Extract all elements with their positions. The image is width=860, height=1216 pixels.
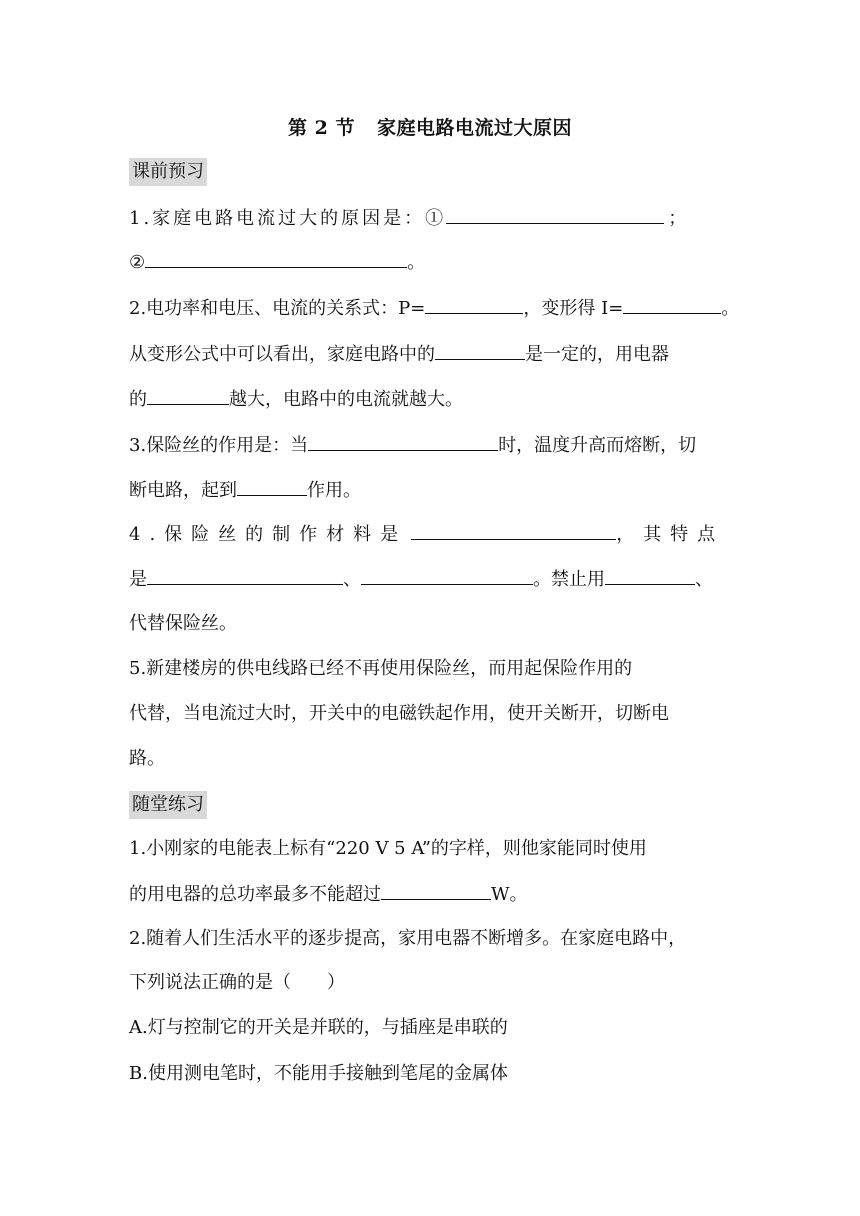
preview-q2-text-d: 从变形公式中可以看出，家庭电路中的 <box>129 344 435 365</box>
preview-q5-line1: 5.新建楼房的供电线路已经不再使用保险丝，而用起保险作用的 <box>129 658 633 679</box>
preview-q2-line3 <box>129 384 729 415</box>
preview-q1-text: 1.家庭电路电流过大的原因是：① <box>129 208 447 229</box>
answer-blank[interactable] <box>411 519 616 540</box>
preview-q2-line1 <box>129 293 740 324</box>
practice-q2-option-b: B.使用测电笔时，不能用手接触到笔尾的金属体 <box>129 1063 508 1084</box>
preview-q4-line1 <box>129 519 729 550</box>
preview-q3-text-d: 作用。 <box>307 480 361 501</box>
practice-q2-option-a: A.灯与控制它的开关是并联的，与插座是串联的 <box>129 1017 508 1038</box>
preview-q2-text-f: 的 <box>129 389 147 410</box>
preview-q1-line2 <box>129 247 729 278</box>
preview-q2-text-b: ，变形得 I= <box>523 298 624 319</box>
preview-q1-end: 。 <box>407 252 426 273</box>
preview-q4-line3: 代替保险丝。 <box>129 613 237 634</box>
preview-q1-circle2: ② <box>129 252 146 273</box>
answer-blank[interactable] <box>446 203 664 224</box>
practice-q1-line1: 1.小刚家的电能表上标有“220 V 5 A”的字样，则他家能同时使用 <box>129 838 647 859</box>
practice-q1-text-a: 的用电器的总功率最多不能超过 <box>129 884 381 905</box>
preview-q3-line1 <box>129 430 729 461</box>
preview-q2-text-g: 越大，电路中的电流就越大。 <box>229 389 463 410</box>
preview-q4-text-c: 是 <box>129 569 147 590</box>
answer-blank[interactable] <box>308 430 498 451</box>
preview-q1-sep: ； <box>668 208 687 229</box>
preview-q4-text-b: ，其特点 <box>616 524 725 545</box>
answer-blank[interactable] <box>361 564 533 585</box>
section-heading-preview: 课前预习 <box>129 158 207 186</box>
title-section: 第 2 节 <box>288 117 355 139</box>
preview-q4-text-f: 、 <box>695 569 713 590</box>
preview-q4-text-e: 。禁止用 <box>533 569 605 590</box>
title-name: 家庭电路电流过大原因 <box>376 117 572 139</box>
answer-blank[interactable] <box>623 293 721 314</box>
answer-blank[interactable] <box>147 564 343 585</box>
preview-q2-text-c: 。 <box>721 298 740 319</box>
preview-q2-text-a: 2.电功率和电压、电流的关系式：P= <box>129 298 426 319</box>
answer-blank[interactable] <box>381 879 491 900</box>
preview-q4-text-a: 4.保险丝的制作材料是 <box>129 524 408 545</box>
preview-q4-line2 <box>129 564 729 595</box>
preview-q3-line2 <box>129 475 729 506</box>
preview-q5-line3: 路。 <box>129 748 165 769</box>
preview-q4-text-d: 、 <box>343 569 361 590</box>
practice-q2-line2: 下列说法正确的是（ ） <box>129 972 345 993</box>
practice-q1-text-b: W。 <box>491 884 528 905</box>
preview-q3-text-a: 3.保险丝的作用是：当 <box>129 435 309 456</box>
answer-blank[interactable] <box>145 247 407 268</box>
preview-q2-line2 <box>129 339 729 370</box>
preview-q1-line1 <box>129 203 729 234</box>
preview-q2-text-e: 是一定的，用电器 <box>525 344 669 365</box>
page-title <box>0 113 860 140</box>
preview-q3-text-c: 断电路，起到 <box>129 480 237 501</box>
preview-q3-text-b: 时，温度升高而熔断，切 <box>498 435 697 456</box>
answer-blank[interactable] <box>425 293 523 314</box>
preview-q5-line2: 代替，当电流过大时，开关中的电磁铁起作用，使开关断开，切断电 <box>129 703 669 724</box>
answer-blank[interactable] <box>605 564 695 585</box>
section-heading-practice: 随堂练习 <box>129 791 207 819</box>
answer-blank[interactable] <box>147 384 229 405</box>
practice-q2-line1: 2.随着人们生活水平的逐步提高，家用电器不断增多。在家庭电路中， <box>129 928 687 949</box>
answer-blank[interactable] <box>435 339 525 360</box>
practice-q1-line2 <box>129 879 729 910</box>
answer-blank[interactable] <box>237 475 307 496</box>
